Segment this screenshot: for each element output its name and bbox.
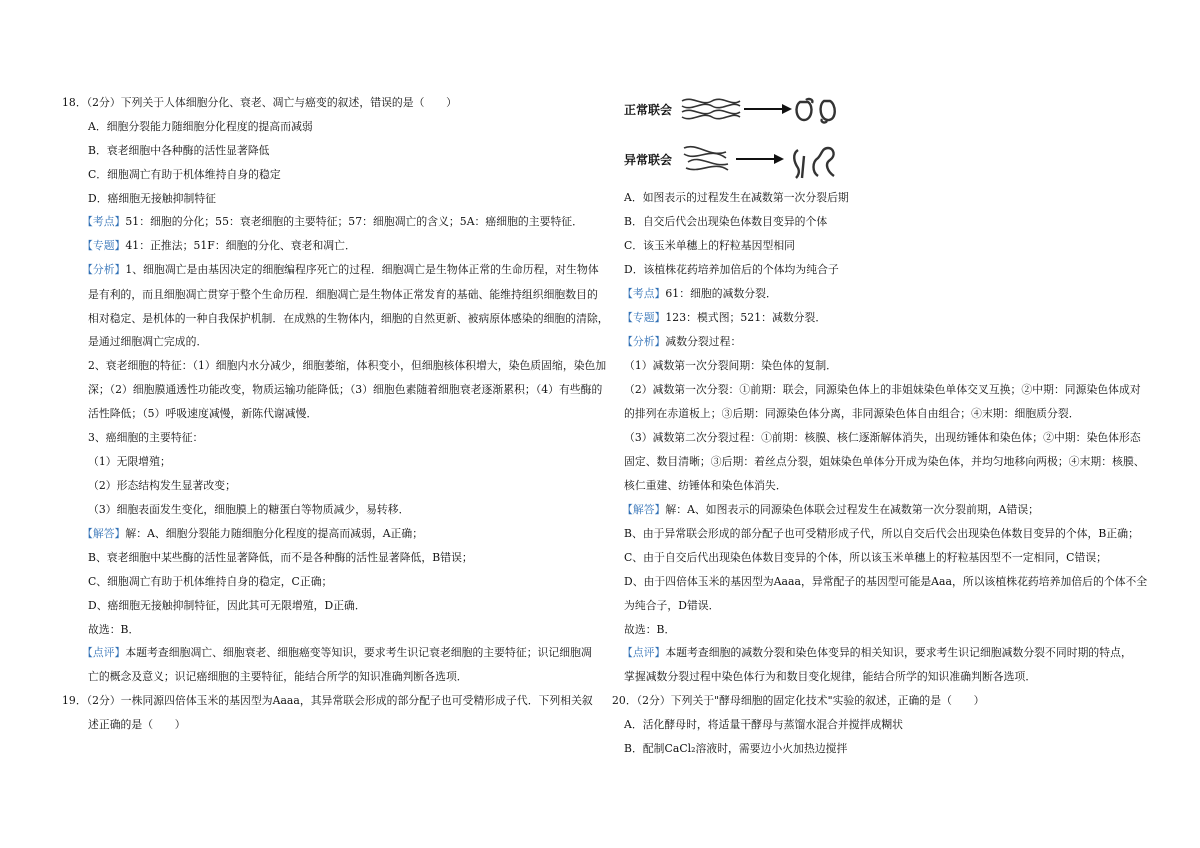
jieda-tag: 【解答】 — [622, 503, 666, 516]
q18-dianping-line: 亡的概念及意义；识记癌细胞的主要特征，能结合所学的知识准确判断各选项． — [88, 670, 468, 683]
q18-fenxi-line: 是通过细胞凋亡完成的． — [88, 335, 208, 348]
q19-jieda-line: C、由于自交后代出现染色体数目变异的个体，所以该玉米单穗上的籽粒基因型不一定相同，C错误； — [624, 551, 1108, 564]
q20-option-a: A．活化酵母时，将适量干酵母与蒸馏水混合并搅拌成糊状 — [624, 718, 904, 731]
q19-jieda — [622, 503, 1039, 517]
kaodian-text: 51：细胞的分化；55：衰老细胞的主要特征；57：细胞凋亡的含义；5A：癌细胞的主要特征． — [125, 215, 584, 228]
q18-fenxi-line: （2）形态结构发生显著改变； — [88, 479, 236, 492]
jieda-tag: 【解答】 — [82, 527, 126, 540]
q20-stem: 20．（2分）下列关于"酵母细胞的固定化技术"实验的叙述，正确的是（ ） — [612, 694, 985, 707]
q19-stem: 19．（2分）一株同源四倍体玉米的基因型为Aaaa，其异常联会形成的部分配子也可受精形成子代．下列相关叙 — [62, 694, 593, 707]
q18-fenxi-line: 3、癌细胞的主要特征： — [88, 431, 204, 444]
q19-dianping — [622, 646, 1132, 660]
q18-fenxi-line: 2、衰老细胞的特征：（1）细胞内水分减少，细胞萎缩，体积变小，但细胞核体积增大，染色质固缩，染色加 — [88, 359, 607, 372]
zhuanti-text: 123：模式图；521：减数分裂． — [665, 311, 827, 324]
dianping-first-line: 本题考查细胞的减数分裂和染色体变异的相关知识，要求考生识记细胞减数分裂不同时期的特点， — [665, 646, 1132, 659]
q19-stem-line2: 述正确的是（ ） — [88, 718, 186, 731]
q18-stem: 18．（2分）下列关于人体细胞分化、衰老、凋亡与癌变的叙述，错误的是（ ） — [62, 96, 457, 109]
q19-fenxi-line: 的排列在赤道板上；③后期：同源染色体分离，非同源染色体自由组合；④末期：细胞质分裂． — [624, 407, 1080, 420]
q18-zhuanti — [82, 239, 356, 253]
abnormal-synapsis-chromosomes-icon — [684, 147, 728, 170]
q19-jieda-line: B、由于异常联会形成的部分配子也可受精形成子代，所以自交后代会出现染色体数目变异的个体，B正确； — [624, 527, 1139, 540]
q18-option-a: A．细胞分裂能力随细胞分化程度的提高而减弱 — [88, 120, 313, 133]
dianping-first-line: 本题考查细胞凋亡、细胞衰老、细胞癌变等知识，要求考生识记衰老细胞的主要特征；识记细胞凋 — [125, 646, 592, 659]
q19-option-a: A．如图表示的过程发生在减数第一次分裂后期 — [624, 191, 849, 204]
q19-jieda-line: 为纯合子，D错误． — [624, 599, 720, 612]
q18-kaodian — [82, 215, 583, 229]
q18-option-c: C．细胞凋亡有助于机体维持自身的稳定 — [88, 168, 281, 181]
q18-jieda-line: B、衰老细胞中某些酶的活性显著降低，而不是各种酶的活性显著降低，B错误； — [88, 551, 473, 564]
q19-fenxi-line: 核仁重建、纺锤体和染色体消失． — [624, 479, 787, 492]
dianping-tag: 【点评】 — [82, 646, 126, 659]
q18-fenxi-line: 深；（2）细胞膜通透性功能改变，物质运输功能降低；（3）细胞色素随着细胞衰老逐渐累积；（4）有些酶的 — [88, 383, 603, 396]
q18-option-b: B．衰老细胞中各种酶的活性显著降低 — [88, 144, 270, 157]
q19-jieda-line: 故选：B． — [624, 623, 676, 636]
q18-fenxi-line: （1）无限增殖； — [88, 455, 171, 468]
q19-option-d: D．该植株花药培养加倍后的个体均为纯合子 — [624, 263, 839, 276]
q18-fenxi-line: 活性降低；（5）呼吸速度减慢，新陈代谢减慢． — [88, 407, 318, 420]
fenxi-first-line: 减数分裂过程： — [665, 335, 742, 348]
q19-fenxi-line: （2）减数第一次分裂：①前期：联会，同源染色体上的非姐妹染色单体交叉互换；②中期：同源染色体成对 — [624, 383, 1141, 396]
kaodian-tag: 【考点】 — [82, 215, 126, 228]
zhuanti-tag: 【专题】 — [82, 239, 126, 252]
abnormal-synapsis-label: 异常联会 — [624, 153, 673, 167]
jieda-first-line: 解：A、细胞分裂能力随细胞分化程度的提高而减弱，A正确； — [125, 527, 424, 540]
q18-jieda-line: 故选：B． — [88, 623, 140, 636]
q18-fenxi-line: 是有利的，而且细胞凋亡贯穿于整个生命历程．细胞凋亡是生物体正常发育的基础、能维持组织细胞数目的 — [88, 288, 598, 301]
univalent-trivalent-icon — [794, 148, 834, 178]
q18-jieda-line: C、细胞凋亡有助于机体维持自身的稳定，C正确； — [88, 575, 333, 588]
q19-zhuanti — [622, 311, 826, 325]
q19-fenxi-line: （3）减数第二次分裂过程：①前期：核膜、核仁逐渐解体消失，出现纺锤体和染色体；②中期：染色体形态 — [624, 431, 1141, 444]
chromosome-synapsis-figure — [622, 92, 852, 182]
fenxi-tag: 【分析】 — [622, 335, 666, 348]
q18-fenxi-line: （3）细胞表面发生变化，细胞膜上的糖蛋白等物质减少，易转移． — [88, 503, 410, 516]
q18-dianping — [82, 646, 592, 660]
q18-jieda-line: D、癌细胞无接触抑制特征，因此其可无限增殖，D正确． — [88, 599, 366, 612]
q18-jieda — [82, 527, 423, 541]
normal-synapsis-label: 正常联会 — [624, 103, 673, 117]
q19-option-c: C．该玉米单穗上的籽粒基因型相同 — [624, 239, 796, 252]
fenxi-first-line: 1、细胞凋亡是由基因决定的细胞编程序死亡的过程．细胞凋亡是生物体正常的生命历程，对生物体 — [125, 263, 599, 276]
q18-fenxi — [82, 263, 599, 277]
dianping-tag: 【点评】 — [622, 646, 666, 659]
jieda-first-line: 解：A、如图表示的同源染色体联会过程发生在减数第一次分裂前期，A错误； — [665, 503, 1040, 516]
normal-synapsis-chromosomes-icon — [682, 99, 740, 118]
q19-jieda-line: D、由于四倍体玉米的基因型为Aaaa，异常配子的基因型可能是Aaa，所以该植株花药培养加倍后的个体不全 — [624, 575, 1148, 588]
arrow-icon — [736, 154, 784, 164]
q19-option-b: B．自交后代会出现染色体数目变异的个体 — [624, 215, 828, 228]
q18-fenxi-line: 相对稳定、是机体的一种自我保护机制．在成熟的生物体内，细胞的自然更新、被病原体感染的细胞的清除， — [88, 312, 609, 325]
zhuanti-text: 41：正推法；51F：细胞的分化、衰老和凋亡． — [125, 239, 356, 252]
q19-dianping-line: 掌握减数分裂过程中染色体行为和数目变化规律，能结合所学的知识准确判断各选项． — [624, 670, 1037, 683]
q20-option-b: B．配制CaCl₂溶液时，需要边小火加热边搅拌 — [624, 742, 848, 755]
q19-fenxi — [622, 335, 741, 349]
synapsis-diagram — [622, 92, 852, 182]
q19-fenxi-line: （1）减数第一次分裂间期：染色体的复制． — [624, 359, 838, 372]
q19-kaodian — [622, 287, 777, 301]
kaodian-tag: 【考点】 — [622, 287, 666, 300]
zhuanti-tag: 【专题】 — [622, 311, 666, 324]
q18-option-d: D．癌细胞无接触抑制特征 — [88, 192, 217, 205]
kaodian-text: 61：细胞的减数分裂． — [665, 287, 777, 300]
fenxi-tag: 【分析】 — [82, 263, 126, 276]
arrow-icon — [744, 104, 792, 114]
q19-fenxi-line: 固定、数目清晰；③后期：着丝点分裂，姐妹染色单体分开成为染色体，并均匀地移向两极；④末期：核膜、 — [624, 455, 1145, 468]
bivalent-ring-icon — [797, 99, 835, 122]
